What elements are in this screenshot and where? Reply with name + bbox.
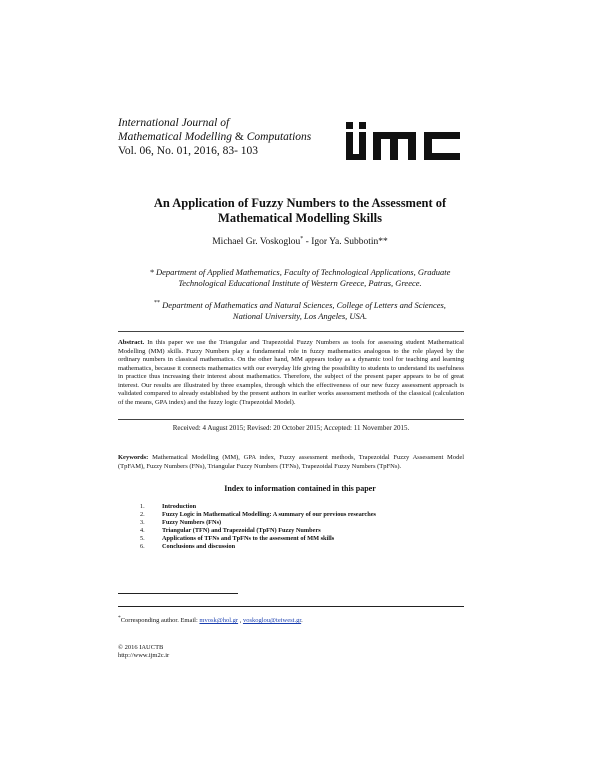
author-2: Igor Ya. Subbotin** [311, 237, 388, 248]
journal-url[interactable]: http://www.ijm2c.ir [118, 652, 170, 659]
abstract-top-rule [118, 331, 464, 332]
abstract: Abstract. In this paper we use the Triangular and Trapezoidal Fuzzy Numbers as tools for assessing student Mathematical Modelling (MM) skills. Fuzzy Numbers play a fundamental role in fuzzy mathematics analogous to the role played by the ordinary numbers in classical mathematics. On the other hand, MM appears today as a dynamic tool for teaching and learning mathematics, because it connects mathematics with our everyday life giving the possibility to students to understand its usefulness in practice thus increasing their interest about mathematics. Therefore, the subject of the present paper appears to be of great interest. Our results are illustrated by three examples, through which the effectiveness of our new fuzzy assessment approach is validated compared to already established by the present authors in earlier works assessment methods of the classical (calculation of the means, GPA index) and the fuzzy logic (Trapezoidal Model). [118, 339, 464, 406]
affiliation-1: * Department of Applied Mathematics, Faculty of Technological Applications, Graduate Technological Educational Institute of Western Greece, Patras, Greece. [149, 267, 451, 288]
toc-item: 6. Conclusions and discussion [140, 543, 236, 550]
corresponding-author-footnote: *Corresponding author. Email: mvosk@hol.gr , voskoglou@teiwest.gr. [118, 615, 303, 625]
affiliation-2: ** Department of Mathematics and Natural Sciences, College of Letters and Sciences, National University, Los Angeles, USA. [154, 299, 446, 321]
copyright-block [118, 644, 169, 660]
journal-name-line1: International Journal of [118, 117, 230, 129]
toc-item: 3. Fuzzy Numbers (FNs) [140, 519, 222, 526]
email-link-2[interactable]: voskoglou@teiwest.gr [242, 617, 302, 625]
received-dates: Received: 4 August 2015; Revised: 20 October 2015; Accepted: 11 November 2015. [172, 424, 410, 432]
author-1: Michael Gr. Voskoglou [212, 237, 301, 248]
footnote-rule [118, 593, 238, 594]
copyright-text: © 2016 IAUCTB [118, 644, 164, 651]
author-list: Michael Gr. Voskoglou* - Igor Ya. Subbotin** [212, 236, 388, 248]
toc-item: 2. Fuzzy Logic in Mathematical Modelling: A summary of our previous researches [140, 511, 376, 518]
journal-info [118, 116, 311, 158]
toc-item: 5. Applications of TFNs and TpFNs to the assessment of MM skills [140, 535, 335, 542]
journal-volume: Vol. 06, No. 01, 2016, 83- 103 [118, 145, 259, 157]
journal-logo [342, 120, 466, 162]
keywords: Keywords: Mathematical Modelling (MM), GPA index, Fuzzy assessment methods, Trapezoidal Fuzzy Assessment Model (TpFAM), Fuzzy Numbers (FNs), Triangular Fuzzy Numbers (TFNs), Trapezoidal Fuzzy Numbers (TpFNs). [118, 454, 465, 470]
journal-name-line2: Mathematical Modelling & Computations [118, 131, 312, 143]
toc-item: 4. Triangular (TFN) and Trapezoidal (TpFN) Fuzzy Numbers [140, 527, 321, 534]
paper-title: An Application of Fuzzy Numbers to the Assessment of Mathematical Modelling Skills [153, 196, 447, 225]
ijmc-logo-icon [342, 120, 466, 162]
email-link-1[interactable]: mvosk@hol.gr [199, 617, 239, 625]
abstract-bottom-rule [118, 419, 464, 420]
index-title: Index to information contained in this paper [224, 484, 376, 493]
toc-item: 1. Introduction [140, 503, 197, 510]
footnote-separator [118, 606, 464, 607]
table-of-contents [140, 503, 376, 551]
